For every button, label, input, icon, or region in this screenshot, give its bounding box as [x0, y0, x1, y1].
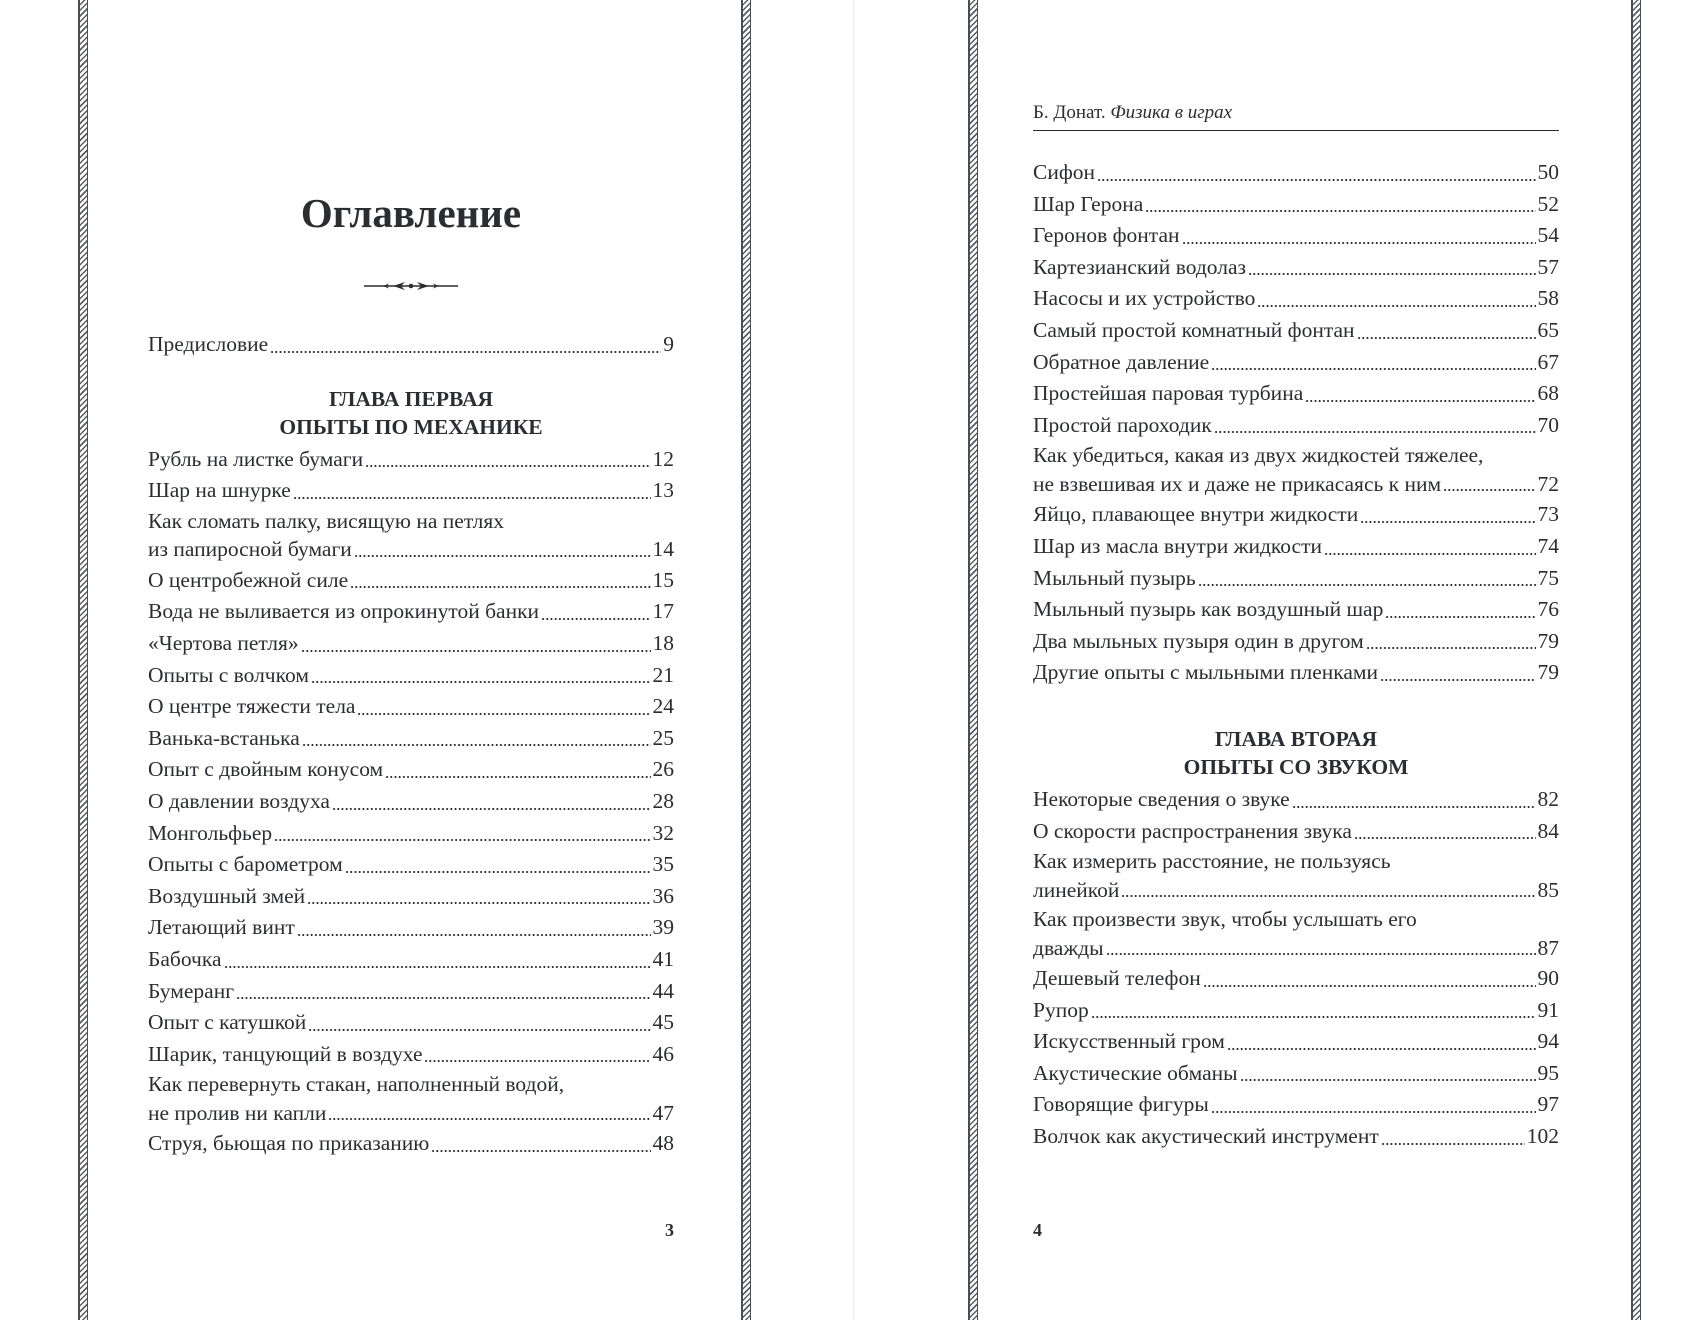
toc-entry[interactable] — [148, 944, 674, 976]
dot-leader — [328, 1118, 650, 1120]
dot-leader — [1366, 647, 1536, 649]
toc-entry-title: Рупор — [1033, 997, 1089, 1022]
toc-entry-page: 79 — [1537, 660, 1559, 685]
toc-entry-page: 25 — [652, 725, 674, 750]
toc-entry-page: 9 — [663, 332, 674, 356]
toc-entry-title: не взвешивая их и даже не прикасаясь к ним — [1033, 471, 1442, 496]
dot-leader — [1381, 1143, 1525, 1145]
toc-entry-page: 94 — [1537, 1029, 1559, 1054]
dot-leader — [332, 808, 651, 810]
toc-entry-page: 54 — [1537, 223, 1559, 248]
dot-leader — [302, 744, 651, 746]
toc-entry[interactable] — [148, 849, 674, 881]
toc-entry-page: 70 — [1537, 412, 1559, 437]
dot-leader — [236, 997, 650, 999]
toc-entry[interactable] — [148, 881, 674, 913]
toc-entry-title: Монгольфьер — [148, 820, 273, 845]
toc-entry-title: Как произвести звук, чтобы услышать его — [1033, 907, 1417, 932]
toc-entry-title: Насосы и их устройство — [1033, 286, 1256, 311]
toc-entry[interactable] — [148, 1039, 674, 1071]
toc-entry-page: 58 — [1537, 286, 1559, 311]
toc-entry[interactable] — [1033, 531, 1559, 563]
toc-entry[interactable] — [1033, 1121, 1559, 1153]
page-number: 3 — [665, 1220, 674, 1240]
toc-entry-page: 68 — [1537, 381, 1559, 406]
toc-entry-title: не пролив ни капли — [148, 1100, 327, 1125]
toc-entry-title: О центробежной силе — [148, 567, 349, 592]
dot-leader — [1121, 895, 1535, 897]
toc-entry-title: Опыт с двойным конусом — [148, 757, 384, 782]
toc-entry-page: 73 — [1537, 502, 1559, 527]
dot-leader — [424, 1060, 650, 1062]
toc-entry[interactable] — [1033, 410, 1559, 442]
toc-entry-page: 28 — [652, 788, 674, 813]
toc-entry-title: Рубль на листке бумаги — [148, 446, 364, 471]
dot-leader — [1443, 489, 1535, 491]
ornament-divider-icon — [363, 278, 459, 294]
toc-entry-page: 102 — [1526, 1124, 1559, 1149]
toc-entry-page: 35 — [652, 852, 674, 877]
chapter-heading-line: ОПЫТЫ ПО МЕХАНИКЕ — [279, 415, 543, 440]
dot-leader — [224, 966, 651, 968]
dot-leader — [345, 871, 651, 873]
toc-entry-title: Струя, бьющая по приказанию — [148, 1131, 430, 1156]
toc-entry-page: 17 — [652, 599, 674, 624]
toc-entry-title: Яйцо, плавающее внутри жидкости — [1033, 502, 1359, 527]
chapter-heading — [1033, 725, 1559, 782]
toc-entry-title: дважды — [1033, 935, 1104, 960]
toc-entry[interactable] — [148, 475, 674, 507]
toc-entry-title: Ванька-встанька — [148, 725, 300, 750]
toc-entry-preface[interactable] — [148, 329, 674, 361]
dot-leader — [297, 934, 651, 936]
toc-entry-title: из папиросной бумаги — [148, 537, 352, 562]
toc-entry[interactable] — [148, 1128, 674, 1160]
toc-entry-page: 32 — [652, 820, 674, 845]
dot-leader — [1385, 616, 1535, 618]
toc-entry-title: Сифон — [1033, 160, 1096, 184]
toc-entry-title: Обратное давление — [1033, 349, 1210, 374]
toc-entry-title: Мыльный пузырь как воздушный шар — [1033, 597, 1384, 622]
toc-entry[interactable] — [148, 754, 674, 786]
toc-entry-page: 47 — [652, 1100, 674, 1125]
dot-leader — [1240, 1079, 1536, 1081]
toc-entry-title: Как измерить расстояние, не пользуясь — [1033, 849, 1391, 874]
toc-entry-title: Бумеранг — [148, 978, 235, 1003]
toc-entry[interactable] — [1033, 283, 1559, 315]
dot-leader — [1324, 553, 1535, 555]
dot-leader — [308, 1029, 650, 1031]
page-number: 4 — [1033, 1220, 1042, 1240]
dot-leader — [1198, 584, 1536, 586]
toc-entry-title: Опыт с катушкой — [148, 1010, 307, 1035]
toc-entry-page: 48 — [652, 1131, 674, 1156]
dot-leader — [1354, 837, 1536, 839]
toc-entry-title: Шар на шнурке — [148, 478, 291, 503]
dot-leader — [1211, 1111, 1536, 1113]
dot-leader — [431, 1150, 650, 1152]
toc-entry-title: Шар из масла внутри жидкости — [1033, 533, 1323, 558]
toc-entry-page: 87 — [1537, 935, 1559, 960]
toc-entry[interactable] — [1033, 378, 1559, 410]
toc-entry-page: 72 — [1537, 471, 1559, 496]
page-title: Оглавление — [300, 190, 522, 236]
dot-leader — [1106, 953, 1536, 955]
dot-leader — [1248, 273, 1536, 275]
toc-entry-page: 95 — [1537, 1060, 1559, 1085]
toc-entry-title: Волчок как акустический инструмент — [1033, 1124, 1379, 1149]
toc-entry[interactable] — [1033, 347, 1559, 379]
toc-entry-title: Простой пароходик — [1033, 412, 1212, 437]
spine-right-inner — [968, 0, 978, 1320]
toc-entry[interactable] — [148, 976, 674, 1008]
toc-entry-title: Мыльный пузырь — [1033, 565, 1196, 590]
chapter-heading-line: ГЛАВА ПЕРВАЯ — [328, 386, 494, 411]
running-head-book-title: Физика в играх — [1110, 102, 1233, 123]
toc-entry-title: Простейшая паровая турбина — [1033, 381, 1304, 406]
toc-entry-page: 85 — [1537, 877, 1559, 902]
toc-entry-line — [1033, 470, 1559, 500]
toc-entry-page: 41 — [652, 946, 674, 971]
toc-left — [148, 329, 674, 1160]
toc-entry-title: Предисловие — [148, 332, 269, 356]
toc-entry[interactable] — [148, 660, 674, 692]
toc-entry[interactable] — [148, 723, 674, 755]
toc-entry-title: Вода не выливается из опрокинутой банки — [148, 599, 540, 624]
left-page — [148, 0, 674, 1320]
toc-entry-title: Дешевый телефон — [1033, 966, 1201, 991]
toc-entry[interactable] — [1033, 995, 1559, 1027]
toc-entry-title: Искусственный гром — [1033, 1029, 1225, 1054]
toc-entry-title: Самый простой комнатный фонтан — [1033, 317, 1355, 342]
toc-entry-title: Как сломать палку, висящую на петлях — [148, 508, 505, 533]
toc-entry[interactable] — [1033, 499, 1559, 531]
toc-entry-page: 75 — [1537, 565, 1559, 590]
toc-entry-page: 76 — [1537, 597, 1559, 622]
toc-entry-page: 14 — [652, 537, 674, 562]
toc-entry[interactable] — [1033, 657, 1559, 689]
running-head-author: Б. Донат. — [1033, 102, 1106, 123]
toc-entry-page: 26 — [652, 757, 674, 782]
spine-right-outer — [1631, 0, 1641, 1320]
toc-entry-line — [1033, 876, 1559, 906]
toc-entry-title: Шарик, танцующий в воздухе — [148, 1041, 423, 1066]
toc-entry[interactable] — [1033, 963, 1559, 995]
dot-leader — [350, 586, 650, 588]
toc-entry[interactable] — [148, 444, 674, 476]
toc-entry-title: «Чертова петля» — [148, 630, 299, 655]
toc-entry-page: 84 — [1537, 818, 1559, 843]
toc-entry[interactable] — [148, 507, 674, 565]
toc-entry[interactable] — [1033, 1026, 1559, 1058]
right-page — [1033, 0, 1559, 1320]
dot-leader — [1257, 305, 1535, 307]
toc-entry-title: Бабочка — [148, 946, 222, 971]
dot-leader — [274, 839, 650, 841]
toc-entry-page: 65 — [1537, 317, 1559, 342]
dot-leader — [365, 465, 650, 467]
dot-leader — [354, 555, 651, 557]
toc-entry-title: О давлении воздуха — [148, 788, 330, 813]
toc-entry-page: 24 — [652, 694, 674, 719]
toc-entry-title: Летающий винт — [148, 915, 295, 940]
toc-entry-page: 79 — [1537, 628, 1559, 653]
dot-leader — [311, 681, 651, 683]
dot-leader — [1211, 368, 1535, 370]
toc-entry[interactable] — [1033, 1089, 1559, 1121]
toc-entry-title: Акустические обманы — [1033, 1060, 1238, 1085]
dot-leader — [1380, 679, 1535, 681]
toc-entry-page: 91 — [1537, 997, 1559, 1022]
toc-entry-title: линейкой — [1033, 877, 1120, 902]
toc-entry[interactable] — [148, 786, 674, 818]
chapter-heading — [148, 385, 674, 442]
toc-entry-title: Некоторые сведения о звуке — [1033, 786, 1290, 811]
dot-leader — [1214, 431, 1536, 433]
toc-right — [1033, 157, 1559, 1153]
toc-entry[interactable] — [148, 628, 674, 660]
toc-entry[interactable] — [148, 818, 674, 850]
dot-leader — [1145, 210, 1535, 212]
spine-left-inner — [741, 0, 751, 1320]
toc-entry-page: 46 — [652, 1041, 674, 1066]
page-gutter — [853, 0, 854, 1320]
toc-entry-title: Опыты с волчком — [148, 662, 309, 687]
dot-leader — [385, 776, 650, 778]
toc-entry-page: 44 — [652, 978, 674, 1003]
toc-entry-page: 45 — [652, 1010, 674, 1035]
running-head — [1033, 100, 1559, 131]
toc-entry-page: 82 — [1537, 786, 1559, 811]
spine-left-outer — [78, 0, 88, 1320]
toc-entry-title: Опыты с барометром — [148, 852, 343, 877]
toc-entry[interactable] — [1033, 626, 1559, 658]
toc-entry[interactable] — [148, 596, 674, 628]
toc-entry-page: 57 — [1537, 254, 1559, 279]
toc-entry[interactable] — [1033, 157, 1559, 189]
toc-entry-title: О центре тяжести тела — [148, 694, 356, 719]
dot-leader — [541, 618, 650, 620]
dot-leader — [1305, 400, 1535, 402]
toc-entry-line — [148, 535, 674, 565]
chapter-heading-line: ОПЫТЫ СО ЗВУКОМ — [1183, 755, 1409, 780]
toc-entry[interactable] — [1033, 847, 1559, 905]
dot-leader — [301, 650, 651, 652]
toc-entry-page: 18 — [652, 630, 674, 655]
toc-entry-page: 50 — [1537, 160, 1559, 184]
toc-entry[interactable] — [1033, 220, 1559, 252]
toc-entry-page: 67 — [1537, 349, 1559, 374]
toc-entry[interactable] — [148, 565, 674, 597]
toc-entry-title: Говорящие фигуры — [1033, 1092, 1209, 1117]
toc-entry-title: Как убедиться, какая из двух жидкостей тяжелее, — [1033, 443, 1484, 468]
dot-leader — [1360, 521, 1535, 523]
toc-entry[interactable] — [1033, 441, 1559, 499]
toc-entry-title: Шар Герона — [1033, 191, 1144, 216]
toc-entry[interactable] — [1033, 594, 1559, 626]
toc-entry[interactable] — [1033, 1058, 1559, 1090]
toc-entry-title: Как перевернуть стакан, наполненный водой, — [148, 1072, 565, 1097]
toc-entry-title: О скорости распространения звука — [1033, 818, 1352, 843]
toc-entry-title: Картезианский водолаз — [1033, 254, 1246, 279]
toc-entry-page: 21 — [652, 662, 674, 687]
toc-entry[interactable] — [148, 912, 674, 944]
toc-entry[interactable] — [1033, 905, 1559, 963]
toc-entry-line — [1033, 934, 1559, 964]
toc-entry[interactable] — [1033, 784, 1559, 816]
toc-entry-page: 39 — [652, 915, 674, 940]
toc-entry-page: 97 — [1537, 1092, 1559, 1117]
toc-entry-page: 13 — [652, 478, 674, 503]
dot-leader — [1097, 179, 1535, 181]
dot-leader — [1182, 242, 1536, 244]
dot-leader — [1292, 806, 1536, 808]
toc-entry[interactable] — [1033, 816, 1559, 848]
toc-entry[interactable] — [1033, 315, 1559, 347]
chapter-heading-line: ГЛАВА ВТОРАЯ — [1214, 726, 1378, 751]
toc-entry-page: 36 — [652, 883, 674, 908]
toc-entry[interactable] — [148, 1070, 674, 1128]
toc-entry-page: 74 — [1537, 533, 1559, 558]
dot-leader — [1203, 985, 1536, 987]
dot-leader — [307, 902, 650, 904]
dot-leader — [1227, 1048, 1536, 1050]
dot-leader — [1091, 1016, 1536, 1018]
toc-entry[interactable] — [148, 691, 674, 723]
toc-entry-page: 12 — [652, 446, 674, 471]
toc-entry-title: Два мыльных пузыря один в другом — [1033, 628, 1364, 653]
toc-entry[interactable] — [1033, 189, 1559, 221]
dot-leader — [357, 713, 650, 715]
toc-entry[interactable] — [148, 1007, 674, 1039]
dot-leader — [1357, 337, 1536, 339]
toc-entry-line — [148, 1099, 674, 1129]
toc-entry-title: Геронов фонтан — [1033, 223, 1180, 248]
toc-entry-page: 15 — [652, 567, 674, 592]
dot-leader — [293, 497, 651, 499]
toc-entry[interactable] — [1033, 252, 1559, 284]
dot-leader — [270, 351, 661, 353]
toc-entry-title: Воздушный змей — [148, 883, 306, 908]
toc-entry-title: Другие опыты с мыльными пленками — [1033, 660, 1379, 685]
toc-entry[interactable] — [1033, 563, 1559, 595]
toc-entry-page: 52 — [1537, 191, 1559, 216]
toc-entry-page: 90 — [1537, 966, 1559, 991]
